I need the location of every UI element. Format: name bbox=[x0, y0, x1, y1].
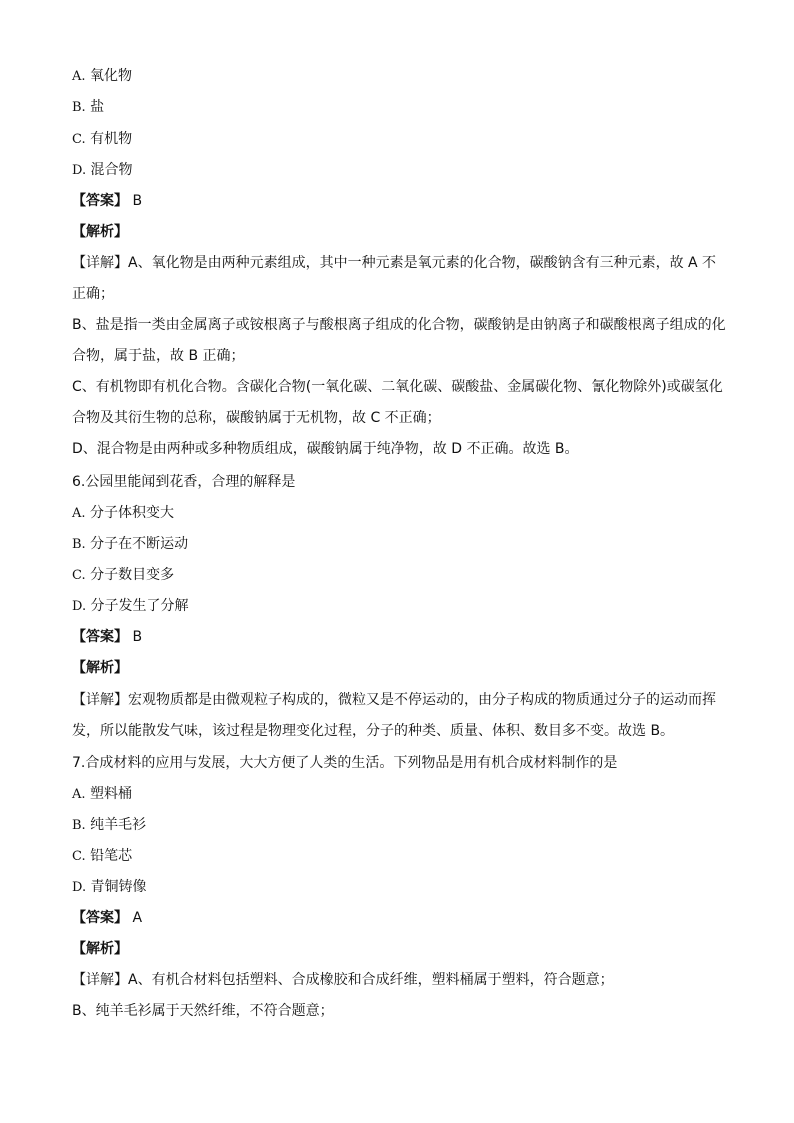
q6-option-a bbox=[72, 503, 174, 524]
q5-option-d-text: 混合物 bbox=[90, 162, 133, 178]
q7-analysis-label: 【解析】 bbox=[72, 941, 128, 957]
q5-option-b-text: 盐 bbox=[90, 99, 105, 115]
q6-option-b-text: 分子在不断运动 bbox=[90, 536, 189, 552]
q6-option-a-text: 分子体积变大 bbox=[89, 505, 174, 521]
q7-option-b-text: 纯羊毛衫 bbox=[90, 817, 147, 833]
q6-option-d-text: 分子发生了分解 bbox=[90, 598, 189, 614]
q6-analysis-label: 【解析】 bbox=[72, 660, 128, 676]
q7-answer bbox=[72, 908, 142, 928]
q5-option-a-key: A. bbox=[72, 69, 86, 84]
q6-option-b bbox=[72, 534, 188, 555]
q7-option-d-key: D. bbox=[72, 880, 87, 895]
q7-answer-label: 【答案】 bbox=[72, 910, 128, 926]
q5-option-b bbox=[72, 97, 104, 118]
q6-answer-value: B bbox=[132, 629, 143, 645]
q6-option-a-key: A. bbox=[72, 506, 86, 521]
q5-detail-line: 合物及其衍生物的总称，碳酸钠属于无机物，故 C 不正确； bbox=[72, 410, 441, 426]
q7-option-c-text: 铅笔芯 bbox=[90, 848, 133, 864]
q5-option-a-text: 氧化物 bbox=[89, 68, 132, 84]
q7-option-d-text: 青铜铸像 bbox=[90, 879, 147, 895]
q6-stem: 6.公园里能闻到花香，合理的解释是 bbox=[72, 474, 296, 490]
q5-option-c bbox=[72, 129, 132, 150]
q7-option-b-key: B. bbox=[72, 818, 86, 833]
q5-answer-label: 【答案】 bbox=[72, 193, 128, 209]
q6-option-d bbox=[72, 596, 189, 617]
q6-option-c-key: C. bbox=[72, 568, 86, 583]
q5-option-a bbox=[72, 66, 132, 87]
q5-option-d bbox=[72, 160, 133, 181]
q7-option-b bbox=[72, 815, 146, 836]
q6-answer bbox=[72, 627, 142, 647]
q7-option-a-text: 塑料桶 bbox=[89, 786, 132, 802]
q5-detail-line: 【详解】A、氧化物是由两种元素组成，其中一种元素是氧元素的化合物，碳酸钠含有三种元素，故 A 不 bbox=[72, 255, 717, 271]
q7-option-c bbox=[72, 846, 132, 867]
q6-answer-label: 【答案】 bbox=[72, 629, 128, 645]
q7-option-a bbox=[72, 784, 132, 805]
q5-answer-value: B bbox=[132, 193, 143, 209]
q7-detail-line: 【详解】A、有机合材料包括塑料、合成橡胶和合成纤维，塑料桶属于塑料，符合题意； bbox=[72, 972, 614, 988]
q6-option-c bbox=[72, 565, 174, 586]
q5-answer bbox=[72, 191, 142, 211]
q7-stem: 7.合成材料的应用与发展，大大方便了人类的生活。下列物品是用有机合成材料制作的是 bbox=[72, 755, 618, 771]
q5-option-d-key: D. bbox=[72, 163, 87, 178]
q7-option-d bbox=[72, 877, 147, 898]
q5-option-c-text: 有机物 bbox=[90, 131, 133, 147]
q5-detail-line: 合物，属于盐，故 B 正确； bbox=[72, 348, 245, 364]
q5-option-c-key: C. bbox=[72, 132, 86, 147]
q5-detail-line: 正确； bbox=[72, 286, 114, 302]
q5-analysis-label: 【解析】 bbox=[72, 224, 128, 240]
q7-option-c-key: C. bbox=[72, 849, 86, 864]
q6-option-d-key: D. bbox=[72, 599, 87, 614]
q7-answer-value: A bbox=[132, 910, 143, 926]
q5-detail-line: D、混合物是由两种或多种物质组成，碳酸钠属于纯净物，故 D 不正确。故选 B。 bbox=[72, 441, 579, 457]
q5-detail-line: C、有机物即有机化合物。含碳化合物(一氧化碳、二氧化碳、碳酸盐、金属碳化物、氰化物除外)或碳氢化 bbox=[72, 379, 723, 395]
q6-detail-line: 【详解】宏观物质都是由微观粒子构成的，微粒又是不停运动的，由分子构成的物质通过分子的运动而挥 bbox=[72, 692, 716, 708]
q7-option-a-key: A. bbox=[72, 787, 86, 802]
q5-detail-line: B、盐是指一类由金属离子或铵根离子与酸根离子组成的化合物，碳酸钠是由钠离子和碳酸根离子组成的化 bbox=[72, 317, 726, 333]
q6-detail-line: 发，所以能散发气味，该过程是物理变化过程，分子的种类、质量、体积、数目多不变。故选 B。 bbox=[72, 723, 675, 739]
q7-detail-line: B、纯羊毛衫属于天然纤维，不符合题意； bbox=[72, 1003, 334, 1019]
q6-option-b-key: B. bbox=[72, 537, 86, 552]
q6-option-c-text: 分子数目变多 bbox=[90, 567, 175, 583]
q5-option-b-key: B. bbox=[72, 100, 86, 115]
